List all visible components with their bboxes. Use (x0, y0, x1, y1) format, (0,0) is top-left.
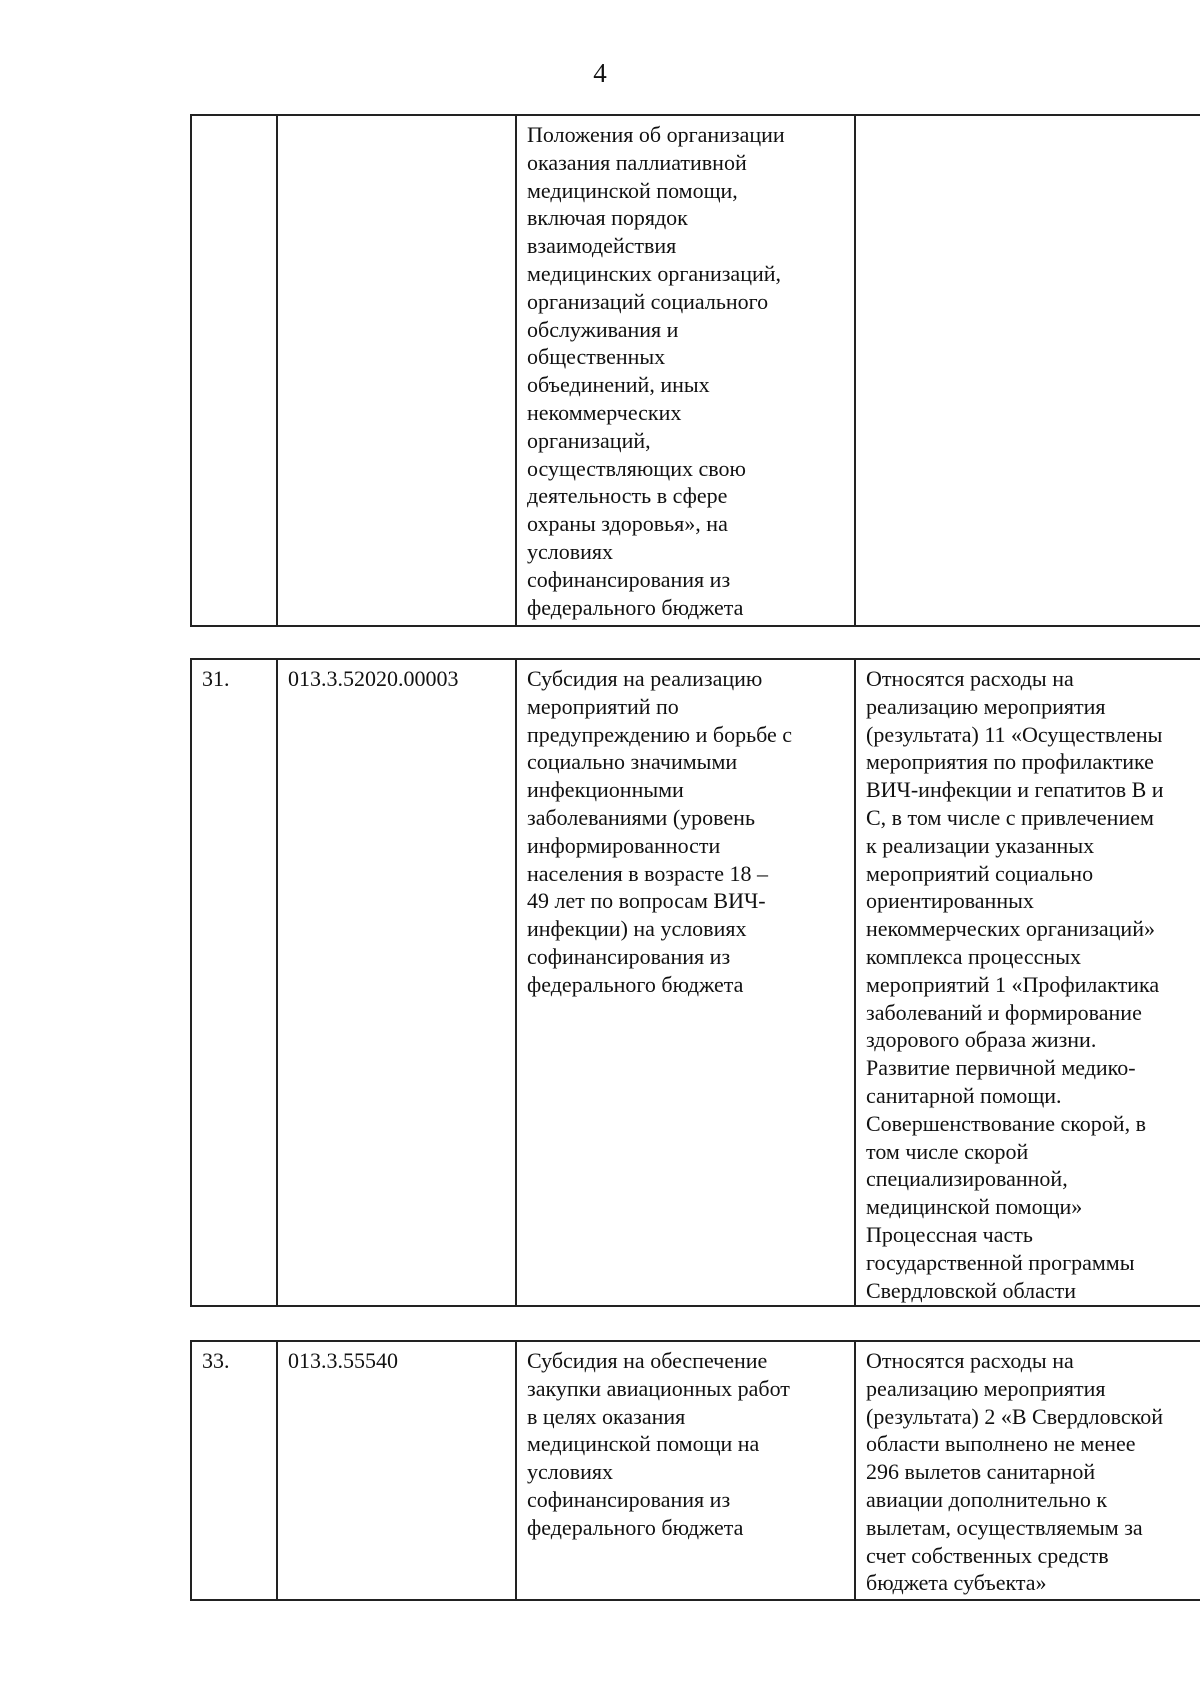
name-cell (516, 115, 855, 626)
page-number: 4 (593, 58, 607, 88)
row-number-cell (191, 659, 277, 1306)
expense-name: Положения об организации оказания паллиативной медицинской помощи, включая порядок взаимодействия медицинских организаций, организаций социального обслуживания и общественных объединений, иных некоммерческих организаций, осуществляющих свою деятельность в сфере охраны здоровья», на условиях софинансирования из федерального бюджета (527, 122, 785, 620)
table-fragment-row-31 (190, 658, 1200, 1307)
code-cell (277, 115, 516, 626)
name-cell (516, 659, 855, 1306)
budget-code: 013.3.55540 (288, 1348, 398, 1373)
row-number: 31. (202, 666, 230, 691)
row-number: 33. (202, 1348, 230, 1373)
expense-name: Субсидия на обеспечение закупки авиационных работ в целях оказания медицинской помощи на условиях софинансирования из федерального бюджета (527, 1348, 790, 1540)
description-cell (855, 115, 1200, 626)
row-number-cell (191, 115, 277, 626)
description-cell (855, 1341, 1200, 1600)
code-cell (277, 659, 516, 1306)
expense-description: Относятся расходы на реализацию мероприятия (результата) 11 «Осуществлены мероприятия по профилактике ВИЧ-инфекции и гепатитов В и С, в том числе с привлечением к реализации указанных мероприятий социально ориентированных некоммерческих организаций» комплекса процессных мероприятий 1 «Профилактика заболеваний и формирование здорового образа жизни. Развитие первичной медико- санитарной помощи. Совершенствование скорой, в том числе скорой специализированной, медицинской помощи» Процессная часть государственной программы Свердловской области (866, 666, 1164, 1303)
row-number-cell (191, 1341, 277, 1600)
expense-description: Относятся расходы на реализацию мероприятия (результата) 2 «В Свердловской области выполнено не менее 296 вылетов санитарной авиации дополнительно к вылетам, осуществляемым за счет собственных средств бюджета субъекта» (866, 1348, 1163, 1596)
table-fragment-continuation (190, 114, 1200, 627)
budget-code: 013.3.52020.00003 (288, 666, 459, 691)
description-cell (855, 659, 1200, 1306)
expense-name: Субсидия на реализацию мероприятий по предупреждению и борьбе с социально значимыми инфекционными заболеваниями (уровень информированности населения в возрасте 18 – 49 лет по вопросам ВИЧ- инфекции) на условиях софинансирования из федерального бюджета (527, 666, 793, 997)
table-row (191, 1341, 1200, 1600)
code-cell (277, 1341, 516, 1600)
name-cell (516, 1341, 855, 1600)
table-row (191, 659, 1200, 1306)
table-fragment-row-33 (190, 1340, 1200, 1601)
table-row (191, 115, 1200, 626)
